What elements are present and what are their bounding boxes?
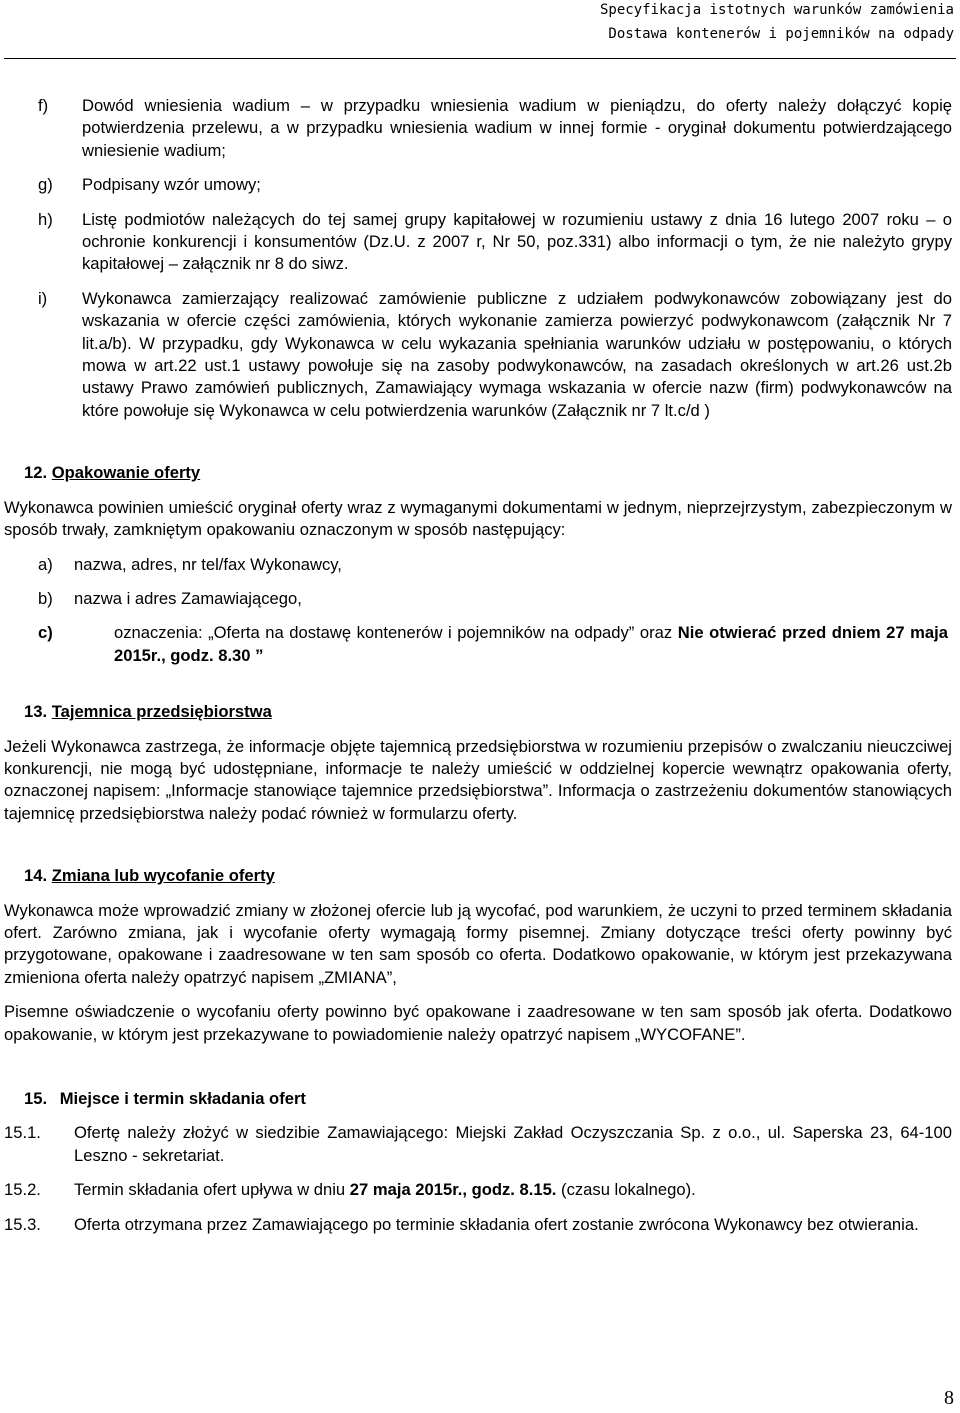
document-body [4, 95, 952, 1236]
section-title: Miejsce i termin składania ofert [59, 1089, 306, 1108]
section-12-intro: Wykonawca powinien umieścić oryginał oferty wraz z wymaganymi dokumentami w jednym, nieprzejrzystym, zabezpieczonym w sposób trwały, zamkniętym opakowaniu oznaczonym w sposób następujący: [4, 497, 952, 540]
label-text: oznaczenia: „Oferta na dostawę kontenerów i pojemników na odpady” oraz [114, 623, 673, 643]
list-marker: a) [38, 554, 53, 574]
section-title: Tajemnica przedsiębiorstwa [51, 702, 272, 722]
page-number: 8 [944, 1386, 954, 1409]
section-14-heading [4, 865, 952, 887]
item-text: Oferta otrzymana przez Zamawiającego po terminie składania ofert zostanie zwrócona Wykonawcy bez otwierania. [74, 1214, 919, 1234]
item-number: 15.1. [4, 1123, 41, 1143]
list-marker: h) [38, 209, 53, 229]
section-14-paragraph-2: Pisemne oświadczenie o wycofaniu oferty powinno być opakowane i zaadresowane w ten sam sposób jak oferta. Dodatkowo opakowanie, w którym jest przekazywane to powiadomienie należy opatrzyć napisem „WYCOFANE”. [4, 1002, 952, 1044]
section-15-1 [4, 1122, 952, 1167]
list-item-text: Listę podmiotów należących do tej samej grupy kapitałowej w rozumieniu ustawy z dnia 16 lutego 2007 roku – o ochronie konkurencji i konsumentów (Dz.U. z 2007 r, Nr 50, poz.331) albo informacji o tym, że nie należyto grypy kapitałowej – załącznik nr 8 do siwz. [82, 209, 952, 274]
packaging-item-c [4, 622, 952, 667]
item-text-suffix: (czasu lokalnego). [561, 1180, 696, 1200]
list-marker: c) [38, 623, 53, 643]
packaging-item-a [4, 554, 952, 576]
list-item-g [4, 174, 952, 196]
section-14-paragraph-1: Wykonawca może wprowadzić zmiany w złożonej ofercie lub ją wycofać, pod warunkiem, że uczyni to przed terminem składania ofert. Zarówno zmiana, jak i wycofanie oferty wymagają formy pisemnej. Zmiany dotyczące treści oferty powinny być przygotowane, opakowane i zaadresowane w ten sam sposób co oferta. Dodatkowo opakowanie, w którym jest przekazywana zmieniona oferta należy opatrzyć napisem „ZMIANA”, [4, 900, 952, 987]
list-marker: f) [38, 96, 49, 115]
label-bold-text: Nie otwierać przed dniem 27 maja 2015r., godz. 8.30 ” [114, 623, 948, 665]
list-marker: b) [38, 588, 53, 608]
page-header [600, 0, 954, 46]
list-item-text: Wykonawca zamierzający realizować zamówienie publiczne z udziałem podwykonawców zobowiązany jest do wskazania w ofercie części zamówienia, których wykonanie zamierza powierzyć podwykonawcom (załącznik Nr 7 lit.a/b). W przypadku, gdy Wykonawca w celu wykazania spełniania warunków udziału w postępowaniu, o których mowa w art.22 ust.1 ustawy powołuje się na zasoby podwykonawców, na zasadach określonych w art.26 ust.2b ustawy Prawo zamówień publicznych, Zamawiający wymaga wskazania w ofercie nazw (firm) podwykonawców na które powołuje się Wykonawca w celu potwierdzenia warunków (Załącznik nr 7 lt.c/d ) [82, 288, 952, 420]
section-title: Zmiana lub wycofanie oferty [51, 866, 275, 886]
section-13-text: Jeżeli Wykonawca zastrzega, że informacje objęte tajemnicą przedsiębiorstwa w rozumieniu przepisów o zwalczaniu nieuczciwej konkurencji, nie mogą być udostępniane, informacje te należy umieścić w oddzielnej kopercie wewnątrz opakowania oferty, oznaczonej napisem: „Informacje stanowiące tajemnice przedsiębiorstwa”. Informacja o zastrzeżeniu dokumentów stanowiących tajemnicę przedsiębiorstwa należy podać również w formularzu oferty. [4, 736, 952, 823]
header-doc-title: Specyfikacja istotnych warunków zamówienia [599, 2, 954, 18]
section-13-heading [4, 701, 952, 723]
section-number: 15. [24, 1089, 48, 1108]
section-15-2 [4, 1179, 952, 1201]
section-title: Opakowanie oferty [51, 463, 201, 483]
list-item-text: nazwa i adres Zamawiającego, [74, 588, 302, 608]
section-15-3 [4, 1214, 952, 1236]
section-number: 13. [24, 702, 48, 722]
section-15-heading [4, 1088, 952, 1110]
header-divider [4, 58, 956, 59]
item-text: Termin składania ofert upływa w dniu [74, 1180, 346, 1200]
list-item-f [4, 95, 952, 162]
list-marker: g) [38, 175, 53, 195]
deadline-bold: 27 maja 2015r., godz. 8.15. [349, 1180, 557, 1200]
section-number: 14. [24, 866, 48, 886]
packaging-item-b [4, 588, 952, 610]
list-item-text: nazwa, adres, nr tel/fax Wykonawcy, [74, 554, 342, 574]
list-item-text: Dowód wniesienia wadium – w przypadku wniesienia wadium w pieniądzu, do oferty należy dołączyć kopię potwierdzenia przelewu, a w przypadku wniesienia wadium w innej formie - oryginał dokumentu potwierdzającego wniesienie wadium; [82, 96, 952, 160]
list-item-i [4, 288, 952, 422]
item-number: 15.2. [4, 1180, 41, 1200]
item-number: 15.3. [4, 1214, 41, 1234]
header-doc-subject: Dostawa kontenerów i pojemników na odpady [608, 26, 954, 42]
section-number: 12. [24, 463, 48, 483]
list-marker: i) [38, 288, 48, 308]
list-item-text: Podpisany wzór umowy; [82, 175, 261, 195]
item-text: Ofertę należy złożyć w siedzibie Zamawiającego: Miejski Zakład Oczyszczania Sp. z o.o., ul. Saperska 23, 64-100 Leszno - sekretariat. [74, 1123, 952, 1165]
list-item-h [4, 209, 952, 276]
section-12-heading [4, 462, 952, 484]
